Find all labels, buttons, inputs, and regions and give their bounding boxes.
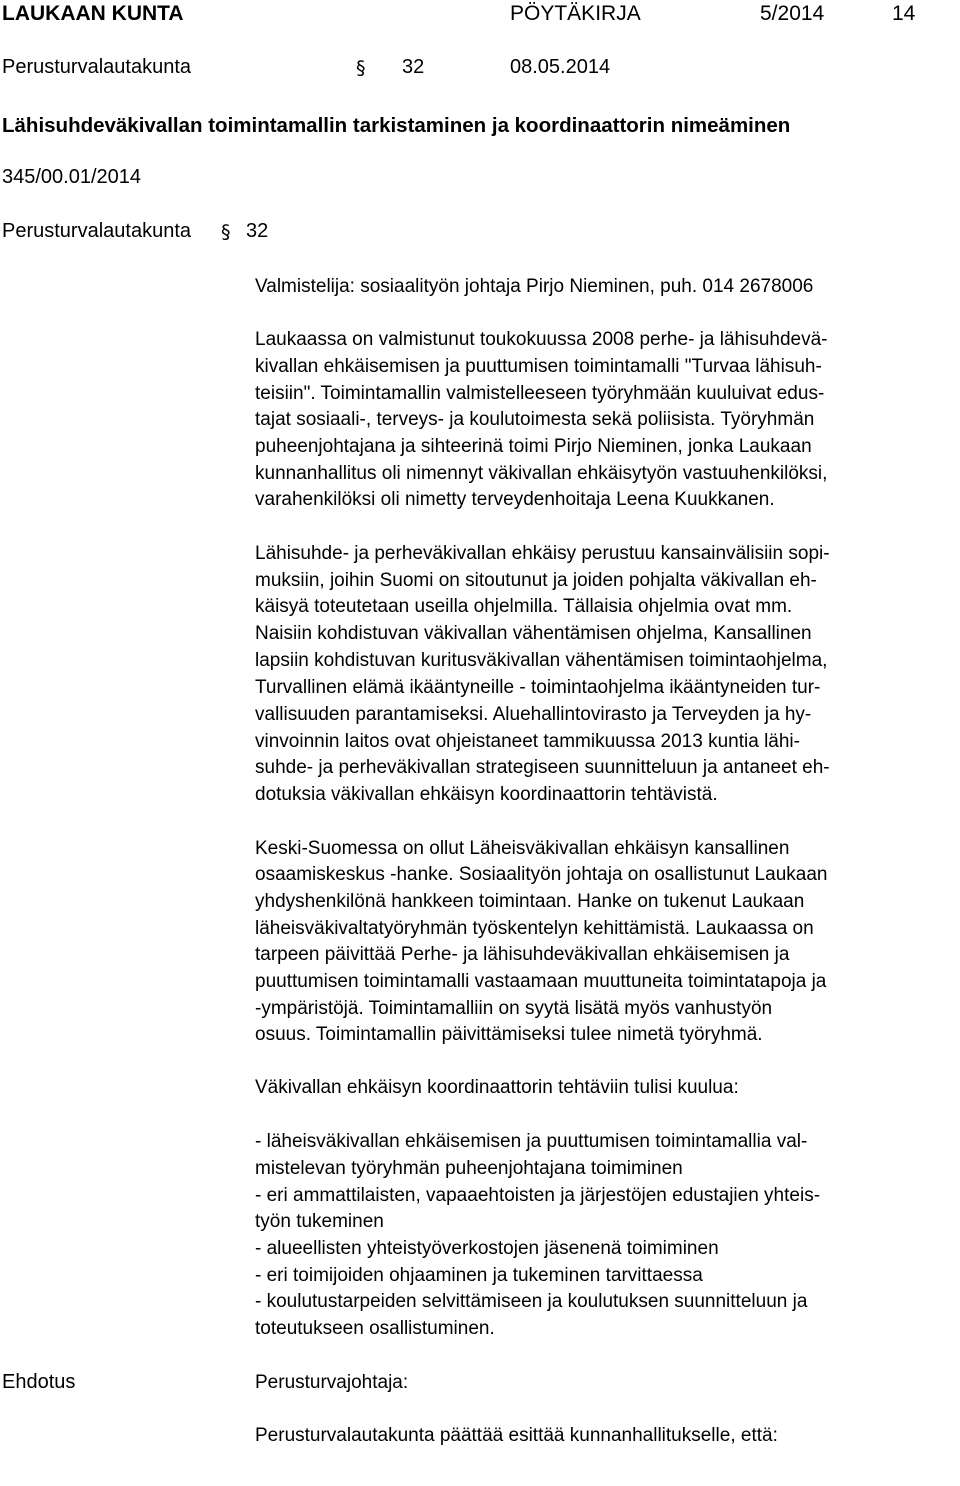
list-item: mistelevan työryhmän puheenjohtajana toimiminen <box>255 1158 683 1179</box>
body-line: kunnanhallitus oli nimennyt väkivallan ehkäisytyön vastuuhenkilöksi, <box>255 463 828 484</box>
list-item: - läheisväkivallan ehkäisemisen ja puuttumisen toimintamallia val- <box>255 1131 808 1152</box>
body-line: kivallan ehkäisemisen ja puuttumisen toimintamalli "Turvaa lähisuh- <box>255 356 822 377</box>
body-line: tarpeen päivittää Perhe- ja lähisuhdeväkivallan ehkäisemisen ja <box>255 944 790 965</box>
board-reference-number: 32 <box>246 220 269 242</box>
organization-name: LAUKAAN KUNTA <box>2 2 184 25</box>
body-line: vinvoinnin laitos ovat ohjeistaneet tammikuussa 2013 kuntia lähi- <box>255 731 800 752</box>
proposal-presenter: Perusturvajohtaja: <box>255 1372 409 1393</box>
body-line: Naisiin kohdistuvan väkivallan vähentämisen ohjelma, Kansallinen <box>255 623 812 644</box>
section-number: 32 <box>402 56 425 78</box>
body-line: läheisväkivaltatyöryhmän työskentelyn kehittämistä. Laukaassa on <box>255 918 814 939</box>
document-type: PÖYTÄKIRJA <box>510 2 641 25</box>
section-symbol: § <box>356 57 366 79</box>
list-item: - eri toimijoiden ohjaaminen ja tukeminen tarvittaessa <box>255 1265 703 1286</box>
page-number: 14 <box>892 2 916 25</box>
body-line: Lähisuhde- ja perheväkivallan ehkäisy perustuu kansainvälisiin sopi- <box>255 543 830 564</box>
body-line: lapsiin kohdistuvan kuritusväkivallan vähentämisen toimintaohjelma, <box>255 650 828 671</box>
body-line: suhde- ja perheväkivallan strategiseen suunnitteluun ja antaneet eh- <box>255 757 830 778</box>
body-line: käisyä toteutetaan useilla ohjelmilla. Tällaisia ohjelmia ovat mm. <box>255 596 793 617</box>
list-item: - alueellisten yhteistyöverkostojen jäsenenä toimiminen <box>255 1238 719 1259</box>
body-line: teisiin". Toimintamallin valmistelleeseen työryhmään kuuluivat edus- <box>255 383 825 404</box>
body-line: Keski-Suomessa on ollut Läheisväkivallan ehkäisyn kansallinen <box>255 838 790 859</box>
diary-number: 345/00.01/2014 <box>2 166 142 188</box>
board-reference-symbol: § <box>221 221 231 243</box>
body-line: puuttumisen toimintamalli vastaamaan muuttuneita toimintatapoja ja <box>255 971 827 992</box>
body-line: Turvallinen elämä ikääntyneille - toimintaohjelma ikääntyneiden tur- <box>255 677 821 698</box>
body-line: -ympäristöjä. Toimintamalliin on syytä lisätä myös vanhustyön <box>255 998 773 1019</box>
body-line: osuus. Toimintamallin päivittämiseksi tulee nimetä työryhmä. <box>255 1024 763 1045</box>
body-line: puheenjohtajana ja sihteerinä toimi Pirjo Nieminen, jonka Laukaan <box>255 436 812 457</box>
proposal-decision: Perusturvalautakunta päättää esittää kunnanhallitukselle, että: <box>255 1425 778 1446</box>
body-line: tajat sosiaali-, terveys- ja koulutoimesta sekä poliisista. Työryhmän <box>255 409 815 430</box>
body-line: vallisuuden parantamiseksi. Aluehallintovirasto ja Terveyden ja hy- <box>255 704 812 725</box>
body-line: osaamiskeskus -hanke. Sosiaalityön johtaja on osallistunut Laukaan <box>255 864 828 885</box>
list-item: - eri ammattilaisten, vapaaehtoisten ja järjestöjen edustajien yhteis- <box>255 1185 821 1206</box>
body-line: muksiin, joihin Suomi on sitoutunut ja joiden pohjalta väkivallan eh- <box>255 570 817 591</box>
preparer-line: Valmistelija: sosiaalityön johtaja Pirjo Nieminen, puh. 014 2678006 <box>255 276 814 297</box>
body-line: Laukaassa on valmistunut toukokuussa 2008 perhe- ja lähisuhdevä- <box>255 329 828 350</box>
body-line: dotuksia väkivallan ehkäisyn koordinaattorin tehtävistä. <box>255 784 718 805</box>
meeting-date: 08.05.2014 <box>510 56 611 78</box>
list-item: toteutukseen osallistuminen. <box>255 1318 495 1339</box>
proposal-label: Ehdotus <box>2 1371 76 1393</box>
document-number: 5/2014 <box>760 2 825 25</box>
body-line: varahenkilöksi oli nimetty terveydenhoitaja Leena Kuukkanen. <box>255 489 775 510</box>
board-name: Perusturvalautakunta <box>2 56 192 78</box>
board-reference: Perusturvalautakunta <box>2 220 192 242</box>
subject-title: Lähisuhdeväkivallan toimintamallin tarkistaminen ja koordinaattorin nimeäminen <box>2 114 791 137</box>
list-item: työn tukeminen <box>255 1211 384 1232</box>
list-item: - koulutustarpeiden selvittämiseen ja koulutuksen suunnitteluun ja <box>255 1291 808 1312</box>
body-line: Väkivallan ehkäisyn koordinaattorin tehtäviin tulisi kuulua: <box>255 1077 739 1098</box>
body-line: yhdyshenkilönä hankkeen toimintaan. Hanke on tukenut Laukaan <box>255 891 805 912</box>
